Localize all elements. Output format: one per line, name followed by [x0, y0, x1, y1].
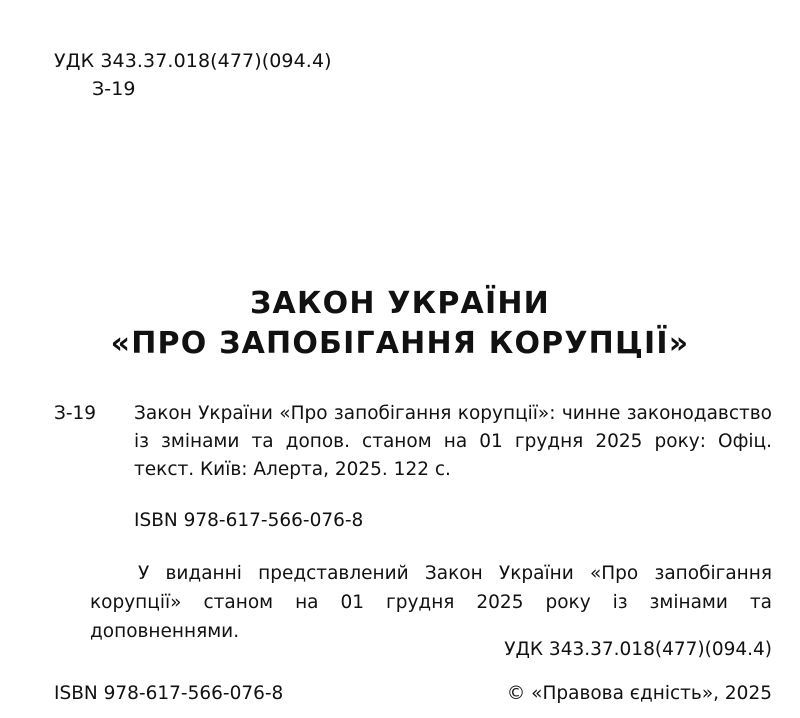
title-line-2: «ПРО ЗАПОБІГАННЯ КОРУПЦІЇ»: [110, 325, 690, 361]
page-footer: [54, 683, 772, 704]
annotation-text: У виданні представлений Закон України «Про запобігання корупції» станом на 01 грудня 2025 року із змінами та доповненнями.: [90, 563, 772, 642]
annotation-paragraph: [90, 560, 772, 647]
bibliographic-code: З-19: [54, 403, 97, 424]
udk-classification: УДК 343.37.018(477)(094.4): [54, 50, 332, 72]
footer-copyright: © «Правова єдність», 2025: [506, 683, 772, 704]
udk-shelf-code: З-19: [92, 77, 136, 100]
bibliographic-text: Закон України «Про запобігання корупції»: чинне законодавство із змінами та допов. станом на 01 грудня 2025 року: Офіц. текст. Київ: Алерта, 2025. 122 с.: [134, 403, 772, 481]
page-title: [0, 284, 800, 363]
bibliographic-description: [54, 400, 772, 484]
bibliographic-row: [54, 400, 772, 484]
udk-bottom: УДК 343.37.018(477)(094.4): [504, 639, 772, 660]
isbn-inner: ISBN 978-617-566-076-8: [134, 510, 364, 531]
footer-isbn: ISBN 978-617-566-076-8: [54, 683, 284, 704]
udk-top-block: [54, 48, 332, 103]
title-line-1: ЗАКОН УКРАЇНИ: [250, 286, 550, 321]
